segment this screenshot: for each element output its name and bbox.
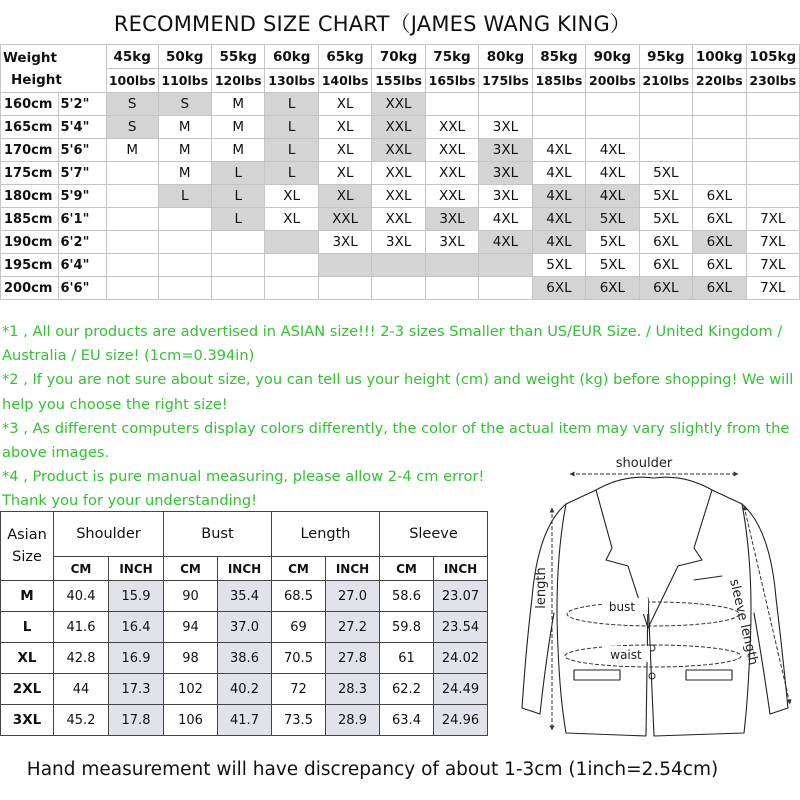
value-cm: 102 xyxy=(164,674,218,705)
size-cell xyxy=(106,231,158,254)
asian-label: Asian xyxy=(7,527,47,543)
size-label: 3XL xyxy=(1,705,54,736)
height-cm: 180cm xyxy=(1,185,59,208)
value-cm: 45.2 xyxy=(54,705,109,736)
size-cell: 7XL xyxy=(746,231,799,254)
jacket-diagram xyxy=(508,448,800,748)
weight-kg-header: 50kg xyxy=(158,45,211,69)
size-row xyxy=(1,139,800,162)
size-cell xyxy=(746,93,799,116)
measurement-row xyxy=(1,674,488,705)
value-inch: 35.4 xyxy=(218,581,272,612)
height-inch: 5'4" xyxy=(58,116,106,139)
size-label: 2XL xyxy=(1,674,54,705)
size-cell: 5XL xyxy=(586,231,639,254)
height-inch: 5'2" xyxy=(58,93,106,116)
size-cell: XXL xyxy=(425,139,478,162)
size-row xyxy=(1,185,800,208)
size-cell xyxy=(532,116,585,139)
value-inch: 28.3 xyxy=(326,674,380,705)
weight-label: Weight xyxy=(3,49,57,66)
bust-header: Bust xyxy=(164,512,272,557)
value-inch: 16.4 xyxy=(109,612,164,643)
value-inch: 27.8 xyxy=(326,643,380,674)
value-cm: 72 xyxy=(272,674,326,705)
size-cell: XXL xyxy=(372,139,425,162)
asian-size-header xyxy=(1,512,54,581)
measurement-row xyxy=(1,705,488,736)
value-cm: 98 xyxy=(164,643,218,674)
size-cell xyxy=(639,116,692,139)
value-cm: 69 xyxy=(272,612,326,643)
unit-inch: INCH xyxy=(218,557,272,581)
weight-lbs-header: 230lbs xyxy=(746,69,799,93)
size-cell: 6XL xyxy=(693,277,746,300)
weight-kg-header: 55kg xyxy=(211,45,264,69)
size-row xyxy=(1,277,800,300)
value-inch: 27.2 xyxy=(326,612,380,643)
waist-label: waist xyxy=(610,648,642,662)
size-cell xyxy=(265,277,318,300)
size-cell xyxy=(211,254,264,277)
unit-cm: CM xyxy=(54,557,109,581)
weight-kg-header: 105kg xyxy=(746,45,799,69)
weight-lbs-header: 210lbs xyxy=(639,69,692,93)
size-cell: 4XL xyxy=(586,162,639,185)
weight-lbs-header: 100lbs xyxy=(106,69,158,93)
value-inch: 38.6 xyxy=(218,643,272,674)
weight-kg-header: 75kg xyxy=(425,45,478,69)
value-inch: 17.3 xyxy=(109,674,164,705)
size-cell: XL xyxy=(265,185,318,208)
size-cell: 6XL xyxy=(586,277,639,300)
value-cm: 73.5 xyxy=(272,705,326,736)
size-cell xyxy=(639,93,692,116)
size-cell: M xyxy=(211,139,264,162)
size-cell xyxy=(746,162,799,185)
size-cell xyxy=(106,162,158,185)
size-cell: 6XL xyxy=(693,208,746,231)
height-inch: 6'2" xyxy=(58,231,106,254)
value-inch: 27.0 xyxy=(326,581,380,612)
size-row xyxy=(1,93,800,116)
weight-lbs-header: 110lbs xyxy=(158,69,211,93)
value-cm: 70.5 xyxy=(272,643,326,674)
size-cell: XL xyxy=(318,162,371,185)
size-cell: S xyxy=(158,93,211,116)
measurement-row xyxy=(1,581,488,612)
size-cell: 3XL xyxy=(479,162,532,185)
size-cell xyxy=(265,254,318,277)
height-inch: 6'4" xyxy=(58,254,106,277)
value-inch: 24.96 xyxy=(434,705,488,736)
size-cell: XXL xyxy=(372,185,425,208)
size-cell: 3XL xyxy=(479,185,532,208)
size-cell xyxy=(372,277,425,300)
size-cell: 7XL xyxy=(746,254,799,277)
shoulder-header: Shoulder xyxy=(54,512,164,557)
shoulder-label: shoulder xyxy=(615,456,673,471)
size-cell: 4XL xyxy=(532,231,585,254)
length-header: Length xyxy=(272,512,380,557)
page-title: RECOMMEND SIZE CHART（JAMES WANG KING） xyxy=(113,12,632,36)
size-cell: 6XL xyxy=(639,277,692,300)
measurement-row xyxy=(1,643,488,674)
weight-kg-header: 95kg xyxy=(639,45,692,69)
size-row xyxy=(1,208,800,231)
jacket-pocket xyxy=(686,670,732,680)
size-cell xyxy=(693,162,746,185)
size-cell: 6XL xyxy=(693,254,746,277)
weight-kg-header: 90kg xyxy=(586,45,639,69)
size-cell: L xyxy=(158,185,211,208)
size-cell: 6XL xyxy=(639,231,692,254)
size-row xyxy=(1,231,800,254)
size-cell: 4XL xyxy=(586,185,639,208)
height-cm: 195cm xyxy=(1,254,59,277)
weight-kg-header: 80kg xyxy=(479,45,532,69)
size-cell: 5XL xyxy=(639,162,692,185)
size-cell: XXL xyxy=(425,116,478,139)
height-inch: 5'7" xyxy=(58,162,106,185)
size-cell: L xyxy=(265,116,318,139)
value-inch: 41.7 xyxy=(218,705,272,736)
weight-lbs-header: 200lbs xyxy=(586,69,639,93)
unit-cm: CM xyxy=(164,557,218,581)
size-cell xyxy=(106,208,158,231)
unit-cm: CM xyxy=(380,557,434,581)
size-cell: 7XL xyxy=(746,277,799,300)
size-cell: XL xyxy=(318,116,371,139)
weight-lbs-header: 130lbs xyxy=(265,69,318,93)
size-cell xyxy=(211,277,264,300)
height-inch: 5'9" xyxy=(58,185,106,208)
size-cell xyxy=(693,93,746,116)
weight-height-corner xyxy=(1,45,107,93)
height-cm: 160cm xyxy=(1,93,59,116)
value-inch: 16.9 xyxy=(109,643,164,674)
value-cm: 44 xyxy=(54,674,109,705)
size-label: L xyxy=(1,612,54,643)
size-cell xyxy=(211,231,264,254)
unit-cm: CM xyxy=(272,557,326,581)
size-cell: XL xyxy=(265,208,318,231)
weight-lbs-row xyxy=(1,69,800,93)
size-label: M xyxy=(1,581,54,612)
unit-inch: INCH xyxy=(434,557,488,581)
weight-kg-header: 70kg xyxy=(372,45,425,69)
weight-kg-header: 65kg xyxy=(318,45,371,69)
weight-lbs-header: 165lbs xyxy=(425,69,478,93)
size-cell: 5XL xyxy=(586,254,639,277)
size-cell xyxy=(106,185,158,208)
size-cell: M xyxy=(106,139,158,162)
footer-note: Hand measurement will have discrepancy of about 1-3cm (1inch=2.54cm) xyxy=(26,759,719,780)
value-cm: 59.8 xyxy=(380,612,434,643)
height-inch: 5'6" xyxy=(58,139,106,162)
value-cm: 42.8 xyxy=(54,643,109,674)
size-cell xyxy=(746,139,799,162)
value-cm: 90 xyxy=(164,581,218,612)
size-cell: 5XL xyxy=(639,185,692,208)
size-cell: 5XL xyxy=(586,208,639,231)
size-cell: 4XL xyxy=(532,139,585,162)
size-cell xyxy=(479,93,532,116)
note-2: *2 , If you are not sure about size, you can tell us your height (cm) and weight (kg) before shopping! We will help you choose the right size! xyxy=(2,371,794,413)
size-cell: 4XL xyxy=(532,185,585,208)
value-inch: 40.2 xyxy=(218,674,272,705)
height-cm: 175cm xyxy=(1,162,59,185)
weight-kg-row xyxy=(1,45,800,69)
weight-lbs-header: 155lbs xyxy=(372,69,425,93)
size-cell: 4XL xyxy=(532,208,585,231)
size-cell: M xyxy=(211,116,264,139)
weight-lbs-header: 140lbs xyxy=(318,69,371,93)
size-row xyxy=(1,116,800,139)
bust-measure xyxy=(567,602,739,626)
weight-lbs-header: 185lbs xyxy=(532,69,585,93)
value-inch: 23.07 xyxy=(434,581,488,612)
note-4: *4 , Product is pure manual measuring, please allow 2-4 cm error! xyxy=(2,468,485,486)
size-cell: XXL xyxy=(425,162,478,185)
size-label: Size xyxy=(12,549,42,565)
size-cell xyxy=(158,254,211,277)
size-cell: S xyxy=(106,116,158,139)
size-cell: XL xyxy=(318,139,371,162)
note-1: *1 , All our products are advertised in ASIAN size!!! 2-3 sizes Smaller than US/EUR Size. / United Kingdom / Australia / EU size! (1cm=0.394in) xyxy=(2,323,783,365)
size-cell xyxy=(479,277,532,300)
jacket-collar xyxy=(596,477,712,490)
measurement-table xyxy=(0,511,488,736)
sleeve-length-label: sleeve length xyxy=(726,577,761,667)
value-inch: 15.9 xyxy=(109,581,164,612)
value-cm: 41.6 xyxy=(54,612,109,643)
measurement-row xyxy=(1,612,488,643)
size-cell: 5XL xyxy=(532,254,585,277)
height-label: Height xyxy=(11,71,62,88)
size-cell: M xyxy=(158,139,211,162)
value-cm: 68.5 xyxy=(272,581,326,612)
size-cell: L xyxy=(211,208,264,231)
size-cell xyxy=(425,254,478,277)
size-chart-table xyxy=(0,44,800,300)
weight-kg-header: 60kg xyxy=(265,45,318,69)
note-thanks: Thank you for your understanding! xyxy=(2,492,257,510)
size-cell: M xyxy=(158,162,211,185)
size-cell: 3XL xyxy=(372,231,425,254)
unit-inch: INCH xyxy=(326,557,380,581)
size-cell xyxy=(372,254,425,277)
value-cm: 94 xyxy=(164,612,218,643)
size-cell xyxy=(318,254,371,277)
size-cell xyxy=(158,231,211,254)
value-inch: 28.9 xyxy=(326,705,380,736)
size-row xyxy=(1,162,800,185)
size-cell: 3XL xyxy=(318,231,371,254)
size-cell: XL xyxy=(318,185,371,208)
size-cell: XL xyxy=(318,93,371,116)
sleeve-header: Sleeve xyxy=(380,512,488,557)
weight-lbs-header: 120lbs xyxy=(211,69,264,93)
size-cell: 6XL xyxy=(639,254,692,277)
size-cell: M xyxy=(211,93,264,116)
size-cell xyxy=(746,185,799,208)
size-cell xyxy=(532,93,585,116)
length-label: length xyxy=(534,567,549,609)
weight-kg-header: 85kg xyxy=(532,45,585,69)
size-cell: XXL xyxy=(372,116,425,139)
size-cell: 3XL xyxy=(425,231,478,254)
unit-inch: INCH xyxy=(109,557,164,581)
size-cell xyxy=(586,116,639,139)
value-cm: 40.4 xyxy=(54,581,109,612)
size-cell xyxy=(425,93,478,116)
height-cm: 165cm xyxy=(1,116,59,139)
size-cell: XXL xyxy=(372,162,425,185)
height-inch: 6'1" xyxy=(58,208,106,231)
size-cell: 5XL xyxy=(639,208,692,231)
size-cell: 4XL xyxy=(532,162,585,185)
size-cell: L xyxy=(265,162,318,185)
size-cell xyxy=(693,116,746,139)
size-cell xyxy=(586,93,639,116)
weight-lbs-header: 220lbs xyxy=(693,69,746,93)
note-3: *3 , As different computers display colors differently, the color of the actual item may vary slightly from the above images. xyxy=(2,419,790,462)
height-cm: 190cm xyxy=(1,231,59,254)
size-cell: 7XL xyxy=(746,208,799,231)
value-cm: 63.4 xyxy=(380,705,434,736)
value-inch: 23.54 xyxy=(434,612,488,643)
height-cm: 170cm xyxy=(1,139,59,162)
size-cell: 6XL xyxy=(693,231,746,254)
size-cell: L xyxy=(211,185,264,208)
size-cell: M xyxy=(158,116,211,139)
size-cell xyxy=(265,231,318,254)
size-cell xyxy=(158,208,211,231)
weight-kg-header: 100kg xyxy=(693,45,746,69)
size-cell: 3XL xyxy=(479,116,532,139)
jacket-pocket xyxy=(574,670,620,680)
value-inch: 17.8 xyxy=(109,705,164,736)
value-cm: 61 xyxy=(380,643,434,674)
value-cm: 58.6 xyxy=(380,581,434,612)
size-cell: 4XL xyxy=(586,139,639,162)
size-cell: 3XL xyxy=(425,208,478,231)
size-cell xyxy=(746,116,799,139)
size-cell xyxy=(693,139,746,162)
value-cm: 106 xyxy=(164,705,218,736)
bust-label: bust xyxy=(608,600,636,614)
waist-measure xyxy=(565,645,741,667)
value-inch: 24.49 xyxy=(434,674,488,705)
size-cell: XXL xyxy=(425,185,478,208)
value-inch: 24.02 xyxy=(434,643,488,674)
size-cell: L xyxy=(265,93,318,116)
jacket-right-lapel xyxy=(648,490,712,628)
height-cm: 200cm xyxy=(1,277,59,300)
size-cell xyxy=(318,277,371,300)
size-label: XL xyxy=(1,643,54,674)
size-cell: S xyxy=(106,93,158,116)
height-inch: 6'6" xyxy=(58,277,106,300)
size-row xyxy=(1,254,800,277)
size-cell xyxy=(158,277,211,300)
size-cell: XXL xyxy=(372,208,425,231)
weight-lbs-header: 175lbs xyxy=(479,69,532,93)
value-inch: 37.0 xyxy=(218,612,272,643)
size-cell: 4XL xyxy=(479,231,532,254)
size-cell: 6XL xyxy=(532,277,585,300)
size-cell xyxy=(106,254,158,277)
size-cell: XXL xyxy=(318,208,371,231)
size-cell xyxy=(639,139,692,162)
size-cell: XXL xyxy=(372,93,425,116)
jacket-breast-pocket xyxy=(694,576,722,580)
weight-kg-header: 45kg xyxy=(106,45,158,69)
size-cell xyxy=(425,277,478,300)
height-cm: 185cm xyxy=(1,208,59,231)
size-cell xyxy=(479,254,532,277)
size-cell: L xyxy=(265,139,318,162)
size-cell: L xyxy=(211,162,264,185)
value-cm: 62.2 xyxy=(380,674,434,705)
size-cell: 6XL xyxy=(693,185,746,208)
size-cell: 3XL xyxy=(479,139,532,162)
size-cell: 4XL xyxy=(479,208,532,231)
size-cell xyxy=(106,277,158,300)
